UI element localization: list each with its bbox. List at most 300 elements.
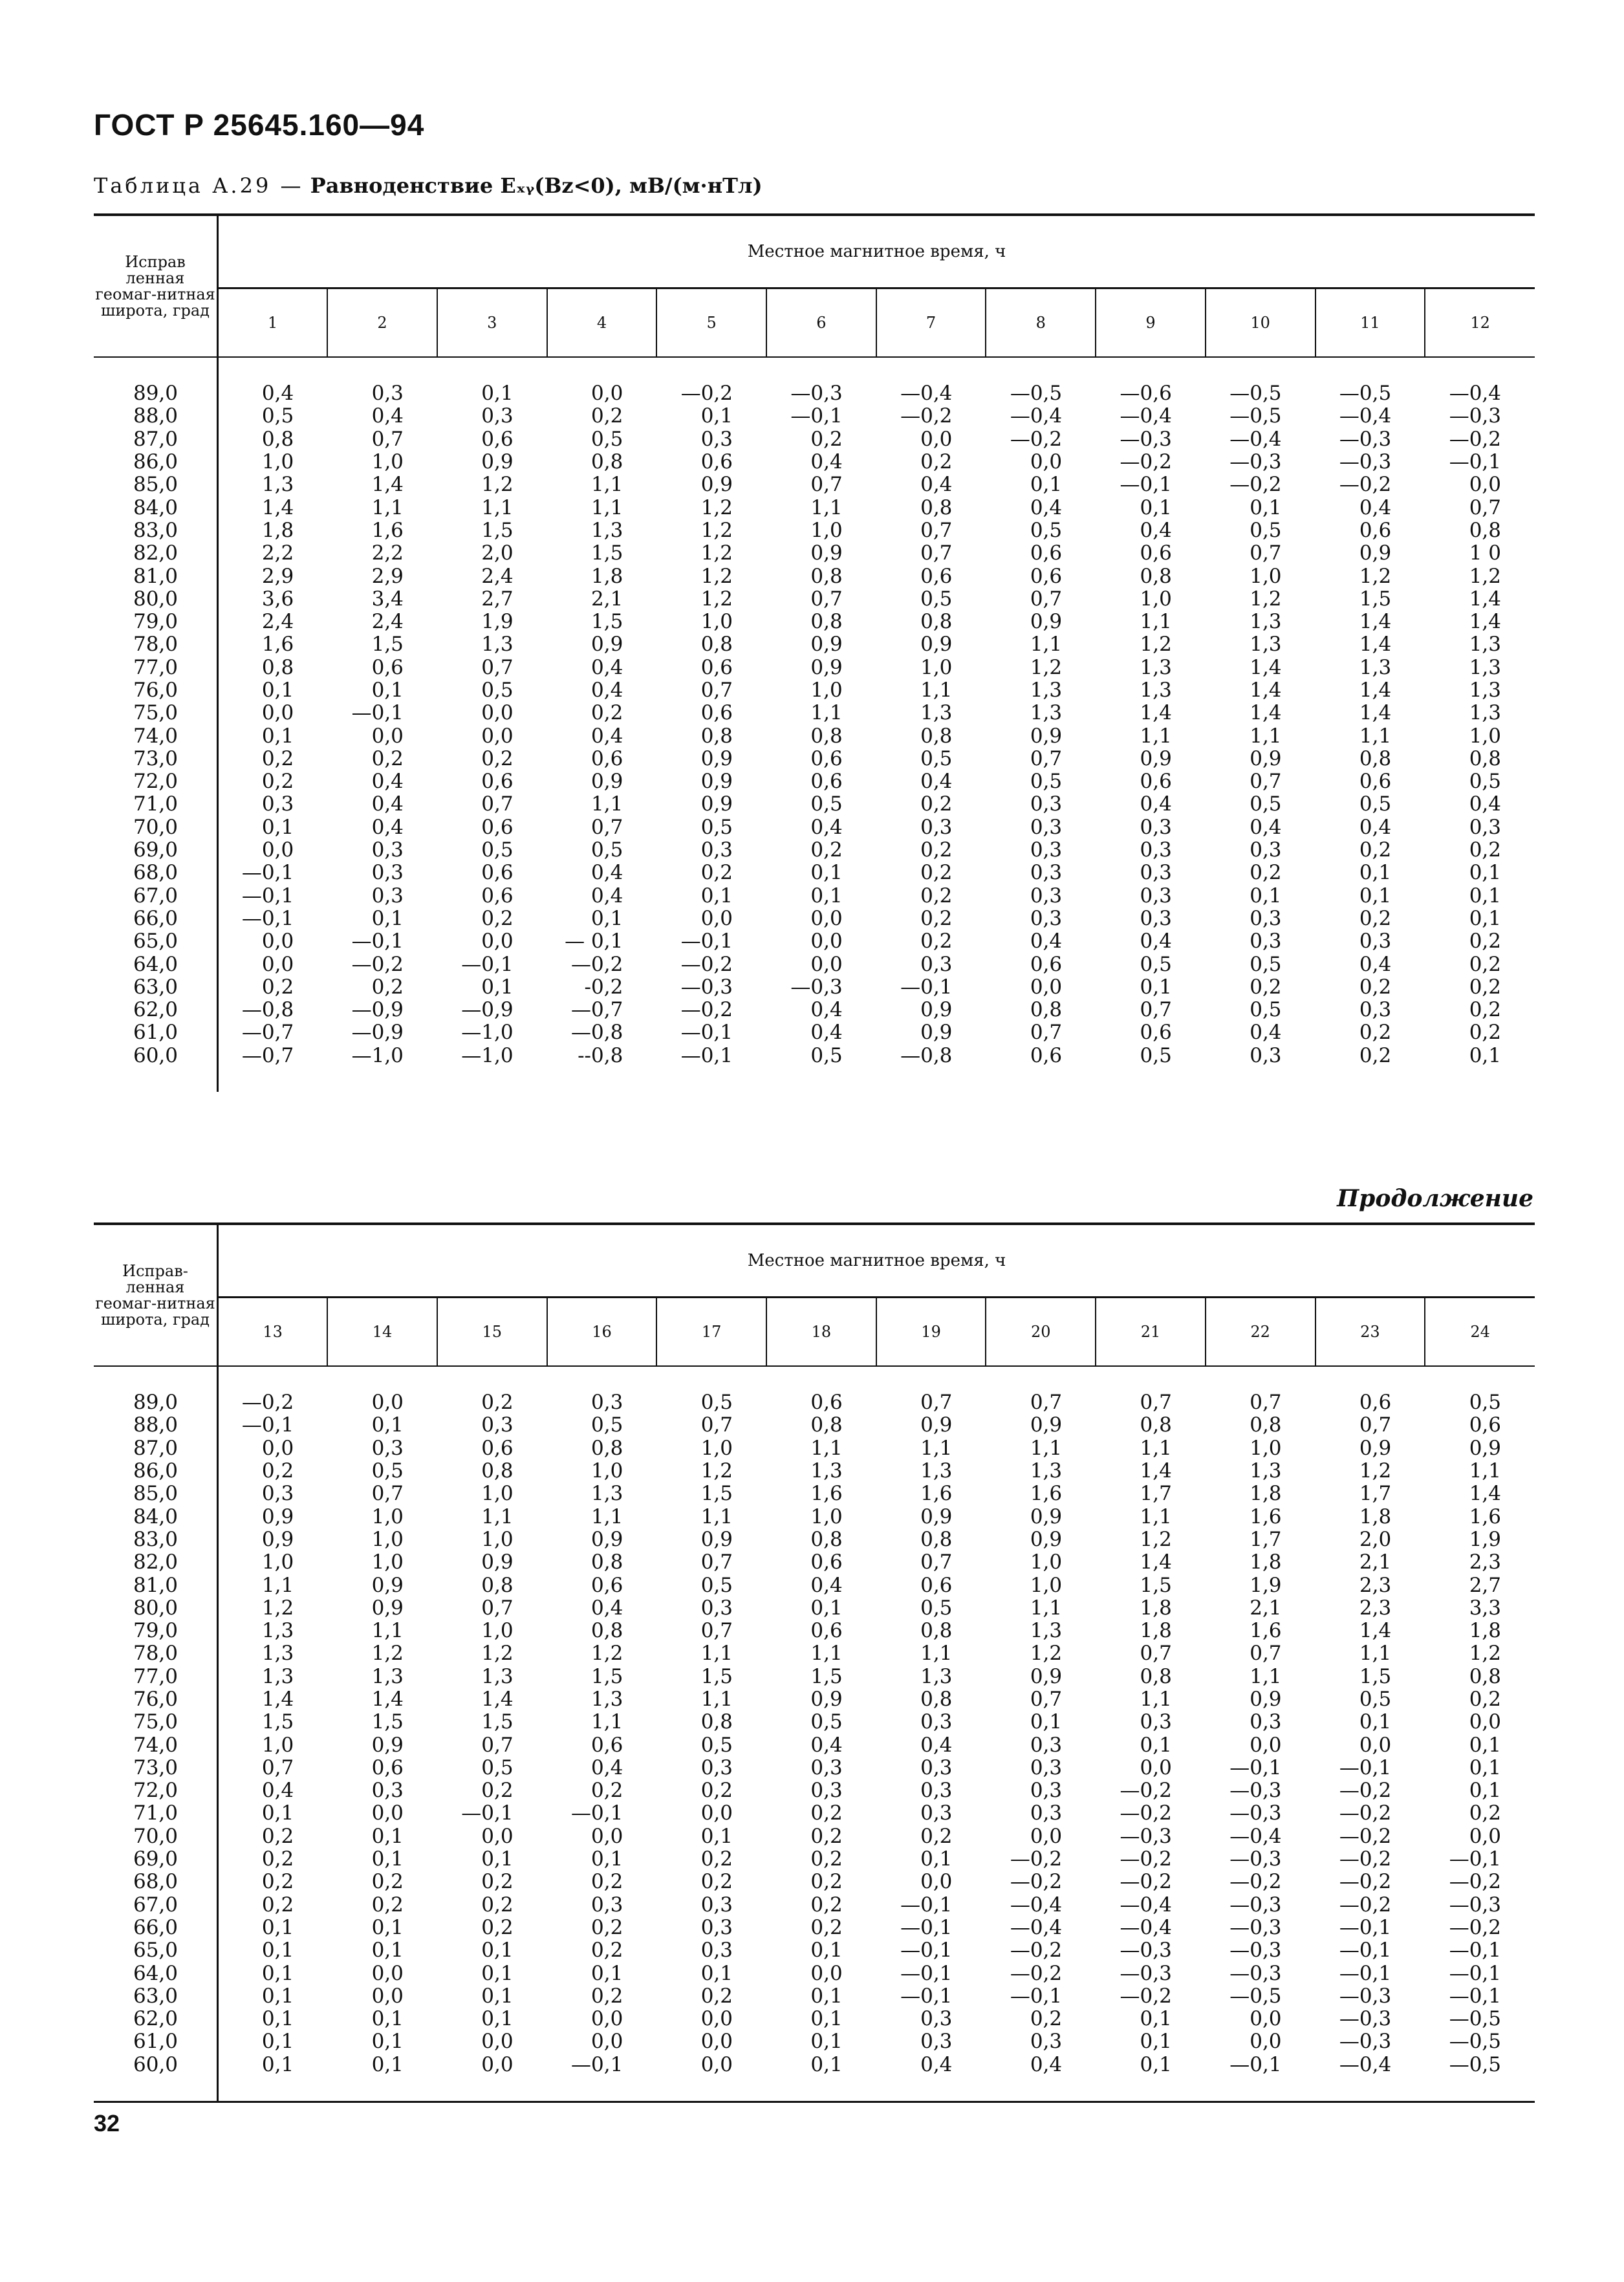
latitude-column-header: Исправ ленная геомаг-нитная широта, град [94, 215, 218, 357]
value-cell: —0,1 [1449, 1961, 1501, 1985]
value-cell: 1,1 [1030, 1436, 1063, 1460]
value-cell: 0,0 [437, 2054, 547, 2102]
value-cell: —0,2 [241, 1391, 294, 1415]
value-cell: —0,1 [1010, 1984, 1063, 2008]
latitude-cell: 80,0 [94, 588, 218, 611]
value-cell: 0,1 [1359, 1710, 1392, 1734]
value-cell: 0,8 [810, 1413, 843, 1437]
latitude-cell: 62,0 [94, 999, 218, 1021]
data-table-hours-1-12 [94, 213, 1535, 1092]
value-cell: 0,8 [261, 427, 294, 451]
value-cell: 1,1 [1140, 610, 1172, 634]
value-cell: 0,7 [1030, 1688, 1063, 1711]
value-cell: 1,8 [1250, 1482, 1282, 1506]
value-cell: 1,2 [1469, 564, 1501, 588]
value-cell: 0,3 [1359, 929, 1392, 953]
value-cell: 0,7 [481, 1733, 514, 1757]
hour-header: 9 [1096, 288, 1206, 358]
value-cell: —0,1 [900, 1915, 953, 1939]
value-cell: 0,4 [1140, 792, 1172, 816]
value-cell: 0,0 [1250, 2007, 1282, 2031]
value-cell: 1,2 [371, 1642, 404, 1666]
value-cell: 0,9 [261, 1527, 294, 1551]
value-cell: 0,7 [481, 1596, 514, 1620]
value-cell: 0,2 [1030, 2007, 1063, 2031]
latitude-cell: 60,0 [94, 1045, 218, 1092]
value-cell: 2,3 [1359, 1573, 1392, 1597]
value-cell: 1,1 [481, 495, 514, 519]
value-cell: 0,8 [1469, 746, 1501, 770]
value-cell: 1,3 [261, 1664, 294, 1688]
value-cell: 0,8 [920, 1619, 953, 1643]
value-cell: 1,3 [591, 1688, 623, 1711]
table-row [94, 1757, 1535, 1779]
value-cell: 2,2 [261, 541, 294, 565]
value-cell: 1,5 [1140, 1573, 1172, 1597]
value-cell: 1,2 [1140, 633, 1172, 657]
value-cell: 1,3 [1030, 679, 1063, 702]
value-cell: 0,7 [810, 473, 843, 497]
value-cell: 0,0 [700, 906, 733, 930]
value-cell: 0,3 [371, 861, 404, 885]
latitude-cell: 83,0 [94, 1528, 218, 1551]
value-cell: 0,3 [1140, 906, 1172, 930]
value-cell: —0,1 [680, 1021, 733, 1045]
value-cell: 1,3 [591, 1482, 623, 1506]
value-cell: 1,0 [810, 518, 843, 542]
value-cell: 0,9 [810, 541, 843, 565]
value-cell: 0,1 [810, 884, 843, 907]
value-cell: 0,1 [371, 1847, 404, 1871]
value-cell: —1,0 [461, 1021, 514, 1045]
hour-header: 13 [218, 1298, 328, 1367]
value-cell: 0,7 [1250, 1642, 1282, 1666]
value-cell: 0,3 [1030, 1733, 1063, 1757]
value-cell: 0,5 [920, 1596, 953, 1620]
value-cell: —0,5 [1010, 382, 1063, 406]
value-cell: 0,2 [371, 975, 404, 999]
value-cell: —0,1 [790, 404, 843, 428]
value-cell: 1,1 [920, 679, 953, 702]
value-cell: —0,1 [900, 1939, 953, 1962]
value-cell: 0,3 [371, 838, 404, 862]
value-cell: 0,3 [1250, 929, 1282, 953]
value-cell: —0,1 [1229, 1755, 1282, 1779]
hour-header: 5 [656, 288, 766, 358]
value-cell: —0,3 [680, 975, 733, 999]
value-cell: 3,6 [261, 587, 294, 611]
value-cell: 0,5 [481, 1755, 514, 1779]
value-cell: 0,9 [810, 633, 843, 657]
value-cell: 0,3 [1030, 792, 1063, 816]
value-cell: 0,3 [1030, 906, 1063, 930]
value-cell: 0,6 [481, 815, 514, 839]
value-cell: 0,2 [810, 1915, 843, 1939]
value-cell: 0,3 [371, 1436, 404, 1460]
value-cell: —0,8 [900, 1043, 953, 1067]
value-cell: 0,0 [371, 724, 404, 748]
value-cell: 0,2 [591, 1779, 623, 1803]
value-cell: 0,3 [920, 1779, 953, 1803]
value-cell: 0,0 [261, 838, 294, 862]
hour-header: 19 [876, 1298, 986, 1367]
value-cell: 0,1 [1140, 1733, 1172, 1757]
hour-header: 16 [547, 1298, 657, 1367]
value-cell: 0,4 [1250, 1021, 1282, 1045]
value-cell: 0,6 [481, 1436, 514, 1460]
value-cell: —0,7 [241, 1043, 294, 1067]
value-cell: 0,9 [1030, 1505, 1063, 1528]
value-cell: 0,1 [1140, 495, 1172, 519]
value-cell: 0,4 [810, 1573, 843, 1597]
latitude-cell: 68,0 [94, 1871, 218, 1893]
value-cell: 1,3 [1250, 610, 1282, 634]
value-cell: 1,4 [371, 1688, 404, 1711]
table-row [94, 1848, 1535, 1871]
value-cell: 0,3 [1030, 815, 1063, 839]
value-cell: 0,1 [371, 2007, 404, 2031]
value-cell: 0,8 [810, 610, 843, 634]
value-cell: 0,3 [371, 884, 404, 907]
value-cell: —0,3 [1229, 1961, 1282, 1985]
value-cell: 0,6 [810, 1550, 843, 1574]
value-cell: —0,2 [1120, 1870, 1172, 1894]
value-cell: 0,2 [810, 427, 843, 451]
value-cell: 0,8 [700, 724, 733, 748]
value-cell: —0,1 [900, 1961, 953, 1985]
value-cell: 0,2 [700, 1984, 733, 2008]
value-cell: 1,0 [700, 1436, 733, 1460]
value-cell: 0,1 [810, 1596, 843, 1620]
value-cell: 0,3 [481, 1413, 514, 1437]
value-cell: —0,3 [1449, 1893, 1501, 1917]
value-cell: 0,7 [481, 792, 514, 816]
value-cell: 0,2 [1359, 1021, 1392, 1045]
value-cell: 0,1 [810, 1939, 843, 1962]
value-cell: 0,6 [481, 770, 514, 794]
value-cell: —0,3 [1339, 450, 1392, 474]
value-cell: 0,2 [481, 906, 514, 930]
table-row [94, 839, 1535, 862]
value-cell: 1,2 [481, 1642, 514, 1666]
table-row [94, 2030, 1535, 2053]
value-cell: —0,5 [1449, 2030, 1501, 2054]
latitude-cell: 76,0 [94, 679, 218, 702]
table-row [94, 633, 1535, 656]
value-cell: 1,1 [1140, 1688, 1172, 1711]
value-cell: 1,1 [481, 1505, 514, 1528]
value-cell: —0,1 [461, 952, 514, 976]
value-cell: 1,4 [261, 1688, 294, 1711]
value-cell: 0,1 [591, 1847, 623, 1871]
value-cell: 0,2 [1469, 929, 1501, 953]
table-row [94, 1045, 1535, 1092]
value-cell: 0,0 [1030, 1824, 1063, 1848]
value-cell: 1,6 [1030, 1482, 1063, 1506]
table-row [94, 357, 1535, 405]
latitude-cell: 65,0 [94, 930, 218, 953]
value-cell: 0,2 [920, 1824, 953, 1848]
value-cell: 0,9 [920, 998, 953, 1022]
value-cell: 0,2 [591, 1870, 623, 1894]
value-cell: 0,3 [920, 952, 953, 976]
table-row [94, 1597, 1535, 1620]
value-cell: 0,9 [1250, 1688, 1282, 1711]
value-cell: 0,1 [261, 1961, 294, 1985]
value-cell: 1,5 [481, 518, 514, 542]
value-cell: —0,4 [1120, 404, 1172, 428]
value-cell: 1,3 [1030, 701, 1063, 725]
value-cell: —0,1 [900, 1984, 953, 2008]
value-cell: 0,3 [1250, 906, 1282, 930]
hour-header: 17 [656, 1298, 766, 1367]
value-cell: 0,5 [261, 404, 294, 428]
value-cell: 0,7 [1140, 1642, 1172, 1666]
value-cell: 1,1 [1140, 1505, 1172, 1528]
value-cell: 0,6 [591, 1573, 623, 1597]
value-cell: 1,1 [1030, 1596, 1063, 1620]
value-cell: 0,3 [700, 1755, 733, 1779]
value-cell: 0,5 [1250, 998, 1282, 1022]
value-cell: 1,7 [1359, 1482, 1392, 1506]
value-cell: 0,3 [591, 1391, 623, 1415]
hour-header: 1 [218, 288, 328, 358]
value-cell: 1,1 [591, 1710, 623, 1734]
hour-header: 12 [1425, 288, 1535, 358]
latitude-cell: 66,0 [94, 907, 218, 930]
value-cell: 0,3 [371, 382, 404, 406]
value-cell: 0,3 [591, 1893, 623, 1917]
value-cell: 0,6 [1030, 1043, 1063, 1067]
latitude-cell: 76,0 [94, 1688, 218, 1711]
value-cell: 0,6 [1359, 1391, 1392, 1415]
value-cell: —0,9 [351, 998, 404, 1022]
table-row [94, 999, 1535, 1021]
table-row [94, 862, 1535, 884]
value-cell: 0,4 [810, 815, 843, 839]
value-cell: 0,7 [1250, 541, 1282, 565]
table-row [94, 1711, 1535, 1733]
value-cell: 0,6 [1030, 564, 1063, 588]
value-cell: —0,3 [790, 382, 843, 406]
value-cell: 0,9 [591, 633, 623, 657]
value-cell: 0,8 [1469, 518, 1501, 542]
value-cell: 3,4 [371, 587, 404, 611]
value-cell: —0,9 [461, 998, 514, 1022]
value-cell: 0,3 [920, 1710, 953, 1734]
value-cell: 1,4 [1469, 1482, 1501, 1506]
value-cell: 0,9 [810, 1688, 843, 1711]
value-cell: 0,5 [810, 1710, 843, 1734]
value-cell: —0,1 [900, 975, 953, 999]
value-cell: 0,0 [371, 1961, 404, 1985]
value-cell: 0,3 [1030, 1779, 1063, 1803]
value-cell: —0,7 [571, 998, 623, 1022]
value-cell: 0,1 [1469, 906, 1501, 930]
value-cell: 2,9 [261, 564, 294, 588]
value-cell: —0,2 [1229, 1870, 1282, 1894]
value-cell: —0,1 [1120, 473, 1172, 497]
value-cell: 0,2 [810, 1824, 843, 1848]
value-cell: —0,3 [1120, 1961, 1172, 1985]
value-cell: 0,6 [920, 564, 953, 588]
value-cell: 0,5 [1140, 952, 1172, 976]
value-cell: 2,4 [261, 610, 294, 634]
value-cell: 0,2 [261, 746, 294, 770]
value-cell: 0,7 [920, 541, 953, 565]
latitude-cell: 63,0 [94, 976, 218, 999]
value-cell: 0,7 [920, 1550, 953, 1574]
value-cell: —0,3 [1229, 1801, 1282, 1825]
value-cell: —0,4 [1449, 382, 1501, 406]
value-cell: 0,0 [700, 2030, 733, 2054]
value-cell: 1,5 [591, 610, 623, 634]
latitude-cell: 80,0 [94, 1597, 218, 1620]
value-cell: 0,1 [1469, 884, 1501, 907]
value-cell: —0,2 [1339, 1779, 1392, 1803]
value-cell: 0,1 [481, 975, 514, 999]
value-cell: 1,0 [481, 1527, 514, 1551]
value-cell: 1,5 [810, 1664, 843, 1688]
value-cell: 0,0 [1030, 975, 1063, 999]
value-cell: 0,2 [261, 1459, 294, 1483]
value-cell: 1,2 [1030, 1642, 1063, 1666]
value-cell: 0,0 [1469, 1710, 1501, 1734]
value-cell: 1,4 [1250, 701, 1282, 725]
value-cell: 1,5 [261, 1710, 294, 1734]
value-cell: 0,2 [1359, 1043, 1392, 1067]
value-cell: 0,1 [1140, 975, 1172, 999]
value-cell: 0,7 [481, 655, 514, 679]
value-cell: —0,5 [1229, 1984, 1282, 2008]
value-cell: 0,7 [371, 427, 404, 451]
value-cell: —0,1 [680, 1043, 733, 1067]
value-cell: 0,9 [1030, 1413, 1063, 1437]
value-cell: 0,2 [1250, 975, 1282, 999]
latitude-cell: 86,0 [94, 1460, 218, 1483]
value-cell: 1,0 [1469, 724, 1501, 748]
table-row [94, 611, 1535, 633]
value-cell: 0,5 [810, 792, 843, 816]
value-cell: 1,6 [920, 1482, 953, 1506]
value-cell: 1,1 [1469, 1459, 1501, 1483]
value-cell: 1,0 [371, 450, 404, 474]
value-cell: 0,9 [700, 792, 733, 816]
value-cell: 1,4 [371, 473, 404, 497]
value-cell: 1,4 [1359, 610, 1392, 634]
value-cell: —0,3 [1339, 2007, 1392, 2031]
table-row [94, 1437, 1535, 1460]
table-row [94, 793, 1535, 816]
value-cell: —0,2 [351, 952, 404, 976]
value-cell: 0,3 [1140, 884, 1172, 907]
value-cell: 0,9 [1359, 1436, 1392, 1460]
value-cell: 0,1 [1469, 1733, 1501, 1757]
value-cell: 0,4 [591, 655, 623, 679]
value-cell: 1,3 [1469, 655, 1501, 679]
value-cell: 0,1 [481, 2007, 514, 2031]
value-cell: —0,2 [1120, 1779, 1172, 1803]
value-cell: 0,8 [1140, 1413, 1172, 1437]
value-cell: 0,8 [920, 495, 953, 519]
value-cell: 0,9 [1030, 724, 1063, 748]
value-cell: 1,2 [1030, 655, 1063, 679]
table-row [94, 1779, 1535, 1802]
table-row [94, 1962, 1535, 1984]
value-cell: 0,2 [810, 838, 843, 862]
value-cell: 0,4 [591, 1755, 623, 1779]
value-cell: 1,7 [1140, 1482, 1172, 1506]
value-cell: 2,0 [481, 541, 514, 565]
value-cell: 0,5 [1359, 792, 1392, 816]
latitude-cell: 77,0 [94, 657, 218, 679]
value-cell: 0,7 [1140, 998, 1172, 1022]
value-cell: — 0,1 [565, 929, 623, 953]
table-row [94, 496, 1535, 519]
value-cell: 0,1 [1030, 1710, 1063, 1734]
page-number: 32 [94, 2110, 120, 2136]
latitude-cell: 87,0 [94, 428, 218, 451]
value-cell: 0,9 [261, 1505, 294, 1528]
value-cell: —0,1 [1449, 1847, 1501, 1871]
value-cell: 1,6 [261, 633, 294, 657]
value-cell: 1,4 [1250, 679, 1282, 702]
value-cell: 0,4 [920, 770, 953, 794]
value-cell: 0,9 [481, 1550, 514, 1574]
value-cell: 1,3 [920, 1459, 953, 1483]
value-cell: 1,3 [1469, 633, 1501, 657]
latitude-cell: 68,0 [94, 862, 218, 884]
value-cell: 0,6 [810, 1391, 843, 1415]
table-row [94, 519, 1535, 542]
value-cell: 0,5 [1469, 1391, 1501, 1415]
value-cell: 1,2 [1469, 1642, 1501, 1666]
value-cell: 0,2 [591, 701, 623, 725]
value-cell: 0,6 [700, 655, 733, 679]
value-cell: 1,7 [1250, 1527, 1282, 1551]
value-cell: 0,1 [261, 1939, 294, 1962]
value-cell: 0,2 [481, 1915, 514, 1939]
value-cell: —0,3 [1229, 1939, 1282, 1962]
value-cell: 0,1 [481, 1939, 514, 1962]
value-cell: 0,2 [700, 1847, 733, 1871]
value-cell: 1,1 [920, 1436, 953, 1460]
value-cell: 1,2 [700, 541, 733, 565]
value-cell: —0,2 [1010, 1847, 1063, 1871]
value-cell: 2,1 [1250, 1596, 1282, 1620]
value-cell: 0,2 [481, 746, 514, 770]
hour-header: 24 [1425, 1298, 1535, 1367]
value-cell: 1,1 [700, 1505, 733, 1528]
value-cell: —0,5 [1229, 404, 1282, 428]
table-row [94, 1483, 1535, 1505]
value-cell: 1,1 [920, 1642, 953, 1666]
table-row [94, 1825, 1535, 1848]
value-cell: 0,3 [1250, 1043, 1282, 1067]
value-cell: 0,9 [920, 1021, 953, 1045]
value-cell: 0,8 [810, 564, 843, 588]
value-cell: 0,7 [371, 1482, 404, 1506]
value-cell: 0,2 [920, 792, 953, 816]
value-cell: 0,8 [591, 1436, 623, 1460]
value-cell: 0,6 [371, 655, 404, 679]
value-cell: 1,0 [700, 610, 733, 634]
value-cell: 0,8 [700, 633, 733, 657]
value-cell: 0,3 [920, 2030, 953, 2054]
hour-header: 8 [986, 288, 1096, 358]
value-cell: 0,1 [371, 1413, 404, 1437]
hour-header: 2 [327, 288, 437, 358]
